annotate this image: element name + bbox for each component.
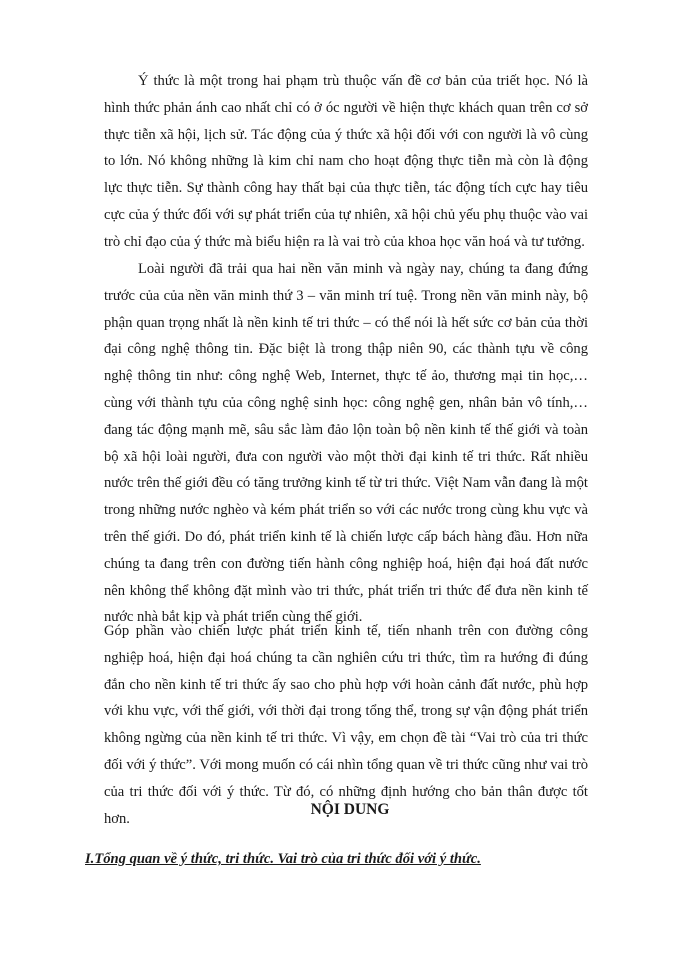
paragraph-knowledge-economy: Loài người đã trải qua hai nền văn minh và ngày nay, chúng ta đang đứng trước của của nền văn minh thứ 3 – văn minh trí tuệ. Trong nền văn minh này, bộ phận quan trọng nhất là nền kinh tế tri thức – có thể nói là hết sức cơ bản của thời đại công nghệ thông tin. Đặc biệt là trong thập niên 90, các thành tựu về công nghệ thông tin như: công nghệ Web, Internet, thực tế ảo, thương mại tin học,… cùng với thành tựu của công nghệ sinh học: công nghệ gen, nhân bản vô tính,…đang tác động mạnh mẽ, sâu sắc làm đảo lộn toàn bộ nền kinh tế thế giới và toàn bộ xã hội loài người, đưa con người vào một thời đại kinh tế tri thức. Rất nhiều nước trên thế giới đều có tăng trưởng kinh tế từ tri thức. Việt Nam vẫn đang là một trong những nước nghèo và kém phát triển so với các nước trong cùng khu vực và trên thế giới. Do đó, phát triển kinh tế là chiến lược cấp bách hàng đầu. Hơn nữa chúng ta đang trên con đường tiến hành công nghiệp hoá, hiện đại hoá đất nước nên không thể không đặt mình vào tri thức, phát triển tri thức để đưa nền kinh tế nước nhà bắt kịp và phát triển cùng thế giới. — [104, 261, 588, 626]
paragraph-consciousness: Ý thức là một trong hai phạm trù thuộc vấn đề cơ bản của triết học. Nó là hình thức phản ánh cao nhất chỉ có ở óc người về hiện thực khách quan trên cơ sở thực tiễn xã hội, lịch sử. Tác động của ý thức xã hội đối với con người là vô cùng to lớn. Nó không những là kim chỉ nam cho hoạt động thực tiễn mà còn là động lực thực tiễn. Sự thành công hay thất bại của thực tiễn, tác động tích cực hay tiêu cực của ý thức đối với sự phát triển của tự nhiên, xã hội chủ yếu phụ thuộc vào vai trò chỉ đạo của ý thức mà biểu hiện ra là vai trò của khoa học văn hoá và tư tưởng. — [104, 73, 588, 250]
content-heading: NỘI DUNG — [310, 801, 390, 818]
section-title: I.Tổng quan về ý thức, tri thức. Vai trò của tri thức đối với ý thức. — [85, 851, 481, 867]
paragraph-topic-choice: Góp phần vào chiến lược phát triển kinh tế, tiến nhanh trên con đường công nghiệp hoá, hiện đại hoá chúng ta cần nghiên cứu tri thức, tìm ra hướng đi đúng đắn cho nền kinh tế tri thức ấy sao cho phù hợp với hoàn cảnh đất nước, phù hợp với khu vực, với thế giới, với thời đại trong tổng thể, trong sự vận động phát triển không ngừng của nền kinh tế tri thức. Vì vậy, em chọn đề tài “Vai trò của tri thức đối với ý thức”. Với mong muốn có cái nhìn tổng quan về tri thức cũng như vai trò của tri thức đối với ý thức. Từ đó, có những định hướng cho bản thân được tốt hơn. — [104, 623, 588, 827]
